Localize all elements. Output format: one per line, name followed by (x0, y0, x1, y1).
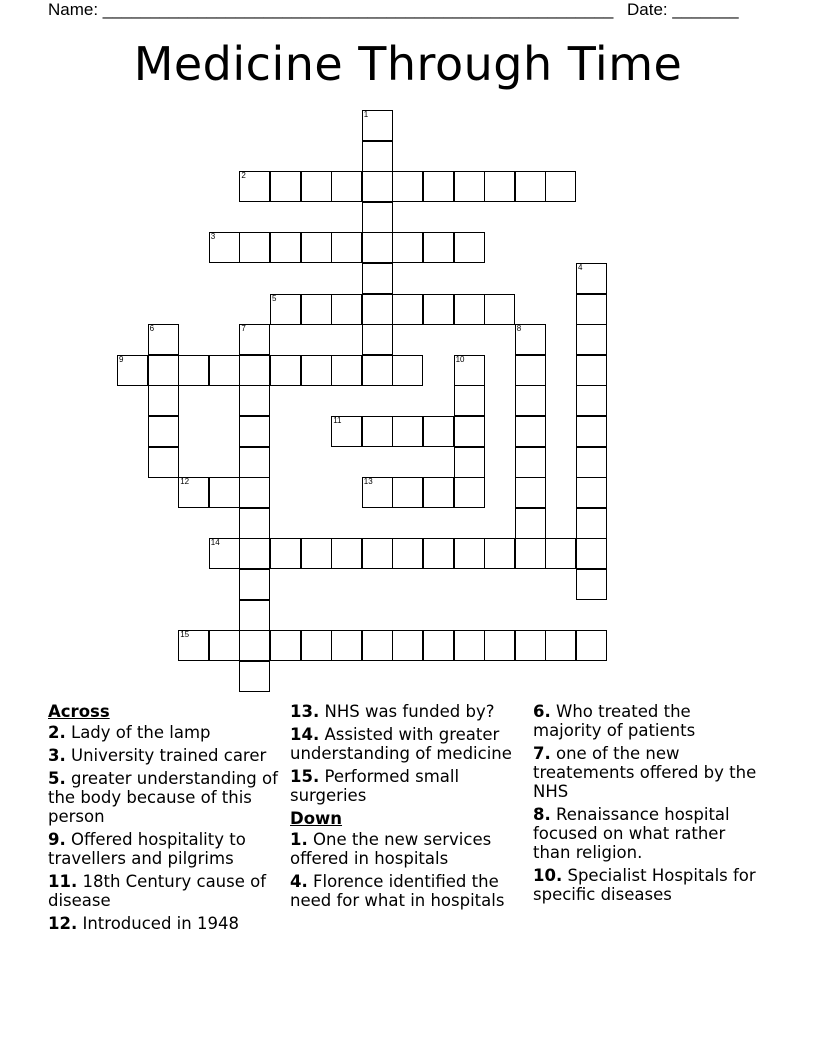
crossword-cell[interactable] (515, 324, 546, 355)
crossword-cell[interactable] (239, 416, 270, 447)
cell-number: 6 (149, 324, 155, 334)
crossword-cell[interactable] (454, 447, 485, 478)
crossword-cell[interactable] (148, 324, 179, 355)
crossword-cell[interactable] (178, 477, 209, 508)
crossword-cell[interactable] (331, 355, 362, 386)
crossword-cell[interactable] (331, 416, 362, 447)
crossword-cell[interactable] (515, 355, 546, 386)
clue-number: 9. (48, 830, 66, 849)
crossword-cell[interactable] (362, 355, 393, 386)
clue-text: University trained carer (71, 746, 267, 765)
crossword-cell[interactable] (239, 385, 270, 416)
clue-down-1 (290, 830, 530, 868)
clue-text: one of the new treatements offered by the NHS (533, 744, 757, 801)
crossword-cell[interactable] (362, 263, 393, 294)
crossword-cell[interactable] (423, 416, 454, 447)
cell-number: 14 (210, 538, 220, 548)
cell-number: 11 (333, 416, 342, 425)
crossword-cell[interactable] (392, 538, 423, 569)
crossword-cell[interactable] (576, 538, 607, 569)
crossword-cell[interactable] (454, 630, 485, 661)
crossword-cell[interactable] (362, 538, 393, 569)
crossword-cell[interactable] (331, 294, 362, 325)
clue-text: Offered hospitality to travellers and pilgrims (48, 830, 246, 868)
crossword-cell[interactable] (423, 538, 454, 569)
clue-across-14 (290, 725, 530, 763)
name-field-label: Name: ______________________________________________________ (48, 0, 614, 19)
crossword-cell[interactable] (576, 385, 607, 416)
crossword-cell[interactable] (454, 416, 485, 447)
crossword-cell[interactable] (362, 630, 393, 661)
clue-text: Renaissance hospital focused on what rather than religion. (533, 805, 730, 862)
crossword-cell[interactable] (362, 110, 393, 141)
crossword-cell[interactable] (209, 355, 240, 386)
crossword-cell[interactable] (454, 171, 485, 202)
crossword-cell[interactable] (270, 355, 301, 386)
crossword-cell[interactable] (454, 294, 485, 325)
clue-down-4 (290, 872, 530, 910)
clue-text: 18th Century cause of disease (48, 872, 267, 910)
cell-number: 4 (578, 263, 583, 272)
clue-number: 11. (48, 872, 78, 891)
clue-number: 4. (290, 872, 308, 891)
crossword-cell[interactable] (515, 447, 546, 478)
crossword-cell[interactable] (239, 569, 270, 600)
crossword-cell[interactable] (301, 538, 332, 569)
crossword-cell[interactable] (515, 171, 546, 202)
crossword-cell[interactable] (301, 630, 332, 661)
clue-across-5 (48, 769, 286, 826)
crossword-cell[interactable] (362, 232, 393, 263)
clue-down-7 (533, 744, 763, 801)
crossword-cell[interactable] (454, 385, 485, 416)
crossword-cell[interactable] (392, 171, 423, 202)
crossword-cell[interactable] (239, 232, 270, 263)
crossword-cell[interactable] (239, 171, 270, 202)
crossword-cell[interactable] (423, 171, 454, 202)
crossword-cell[interactable] (362, 141, 393, 172)
crossword-cell[interactable] (545, 171, 576, 202)
crossword-cell[interactable] (423, 232, 454, 263)
crossword-cell[interactable] (239, 508, 270, 539)
crossword-cell[interactable] (239, 355, 270, 386)
crossword-cell[interactable] (454, 538, 485, 569)
cell-number: 5 (272, 293, 277, 303)
clue-column-1 (48, 702, 286, 937)
crossword-cell[interactable] (362, 416, 393, 447)
crossword-cell[interactable] (576, 263, 607, 294)
crossword-cell[interactable] (301, 171, 332, 202)
clue-number: 7. (533, 744, 551, 763)
crossword-cell[interactable] (515, 630, 546, 661)
crossword-cell[interactable] (209, 477, 240, 508)
cell-number: 15 (180, 630, 190, 640)
clue-across-11 (48, 872, 286, 910)
cell-number: 12 (180, 477, 190, 487)
crossword-cell[interactable] (117, 355, 148, 386)
clue-text: greater understanding of the body because of this person (48, 769, 278, 826)
crossword-cell[interactable] (362, 294, 393, 325)
crossword-cell[interactable] (239, 600, 270, 631)
crossword-cell[interactable] (454, 477, 485, 508)
clue-text: Who treated the majority of patients (533, 702, 696, 740)
clue-number: 3. (48, 746, 66, 765)
crossword-cell[interactable] (362, 202, 393, 233)
cell-number: 10 (455, 354, 465, 364)
crossword-cell[interactable] (515, 416, 546, 447)
crossword-cell[interactable] (576, 447, 607, 478)
crossword-cell[interactable] (576, 569, 607, 600)
cell-number: 1 (363, 110, 369, 119)
clue-text: Specialist Hospitals for specific diseases (533, 866, 756, 904)
crossword-cell[interactable] (515, 538, 546, 569)
crossword-cell[interactable] (301, 232, 332, 263)
clue-down-8 (533, 805, 763, 862)
crossword-cell[interactable] (576, 294, 607, 325)
clue-column-3 (533, 702, 763, 908)
crossword-cell[interactable] (270, 171, 301, 202)
crossword-cell[interactable] (484, 294, 515, 325)
crossword-cell[interactable] (392, 355, 423, 386)
clue-text: One the new services offered in hospitals (290, 830, 492, 868)
crossword-cell[interactable] (362, 324, 393, 355)
crossword-cell[interactable] (209, 630, 240, 661)
crossword-cell[interactable] (209, 538, 240, 569)
clue-across-3 (48, 746, 286, 765)
page-title: Medicine Through Time (133, 37, 683, 91)
crossword-cell[interactable] (515, 508, 546, 539)
crossword-cell[interactable] (148, 416, 179, 447)
crossword-cell[interactable] (239, 661, 270, 692)
crossword-cell[interactable] (270, 294, 301, 325)
clue-number: 12. (48, 914, 78, 933)
crossword-cell[interactable] (515, 477, 546, 508)
crossword-cell[interactable] (392, 477, 423, 508)
crossword-cell[interactable] (331, 232, 362, 263)
date-field-label: Date: _______ (627, 0, 739, 19)
clue-number: 5. (48, 769, 66, 788)
clue-column-2 (290, 702, 530, 914)
clue-text: Lady of the lamp (71, 723, 211, 742)
crossword-cell[interactable] (484, 538, 515, 569)
crossword-cell[interactable] (576, 416, 607, 447)
crossword-cell[interactable] (515, 385, 546, 416)
crossword-cell[interactable] (576, 630, 607, 661)
crossword-cell[interactable] (331, 171, 362, 202)
clue-text: Florence identified the need for what in hospitals (290, 872, 505, 910)
clue-number: 15. (290, 767, 320, 786)
crossword-cell[interactable] (239, 477, 270, 508)
crossword-cell[interactable] (270, 232, 301, 263)
clue-across-15 (290, 767, 530, 805)
crossword-cell[interactable] (423, 294, 454, 325)
crossword-cell[interactable] (454, 355, 485, 386)
cell-number: 13 (363, 477, 373, 487)
crossword-cell[interactable] (148, 355, 179, 386)
clue-number: 13. (290, 702, 320, 721)
clue-text: Assisted with greater understanding of medicine (290, 725, 512, 763)
clue-number: 6. (533, 702, 551, 721)
crossword-cell[interactable] (331, 538, 362, 569)
crossword-cell[interactable] (545, 538, 576, 569)
crossword-cell[interactable] (423, 477, 454, 508)
crossword-cell[interactable] (392, 416, 423, 447)
cell-number: 2 (241, 171, 246, 181)
clue-number: 1. (290, 830, 308, 849)
crossword-cell[interactable] (576, 355, 607, 386)
across-heading: Across (48, 702, 110, 721)
crossword-cell[interactable] (239, 447, 270, 478)
clue-text: Introduced in 1948 (82, 914, 239, 933)
clue-across-13 (290, 702, 530, 721)
clue-across-12 (48, 914, 286, 933)
cell-number: 8 (516, 324, 522, 334)
crossword-cell[interactable] (545, 630, 576, 661)
down-heading: Down (290, 809, 343, 828)
crossword-cell[interactable] (301, 294, 332, 325)
clue-down-6 (533, 702, 763, 740)
crossword-cell[interactable] (178, 630, 209, 661)
crossword-cell[interactable] (239, 324, 270, 355)
clue-number: 8. (533, 805, 551, 824)
crossword-cell[interactable] (576, 324, 607, 355)
crossword-cell[interactable] (331, 630, 362, 661)
crossword-cell[interactable] (362, 171, 393, 202)
crossword-cell[interactable] (148, 447, 179, 478)
crossword-cell[interactable] (484, 630, 515, 661)
crossword-cell[interactable] (484, 171, 515, 202)
crossword-cell[interactable] (392, 294, 423, 325)
crossword-cell[interactable] (239, 630, 270, 661)
clue-across-9 (48, 830, 286, 868)
clue-number: 2. (48, 723, 66, 742)
clue-down-10 (533, 866, 763, 904)
cell-number: 3 (210, 232, 216, 242)
clue-number: 10. (533, 866, 563, 885)
crossword-cell[interactable] (270, 538, 301, 569)
clue-text: NHS was funded by? (324, 702, 495, 721)
clue-number: 14. (290, 725, 320, 744)
crossword-cell[interactable] (576, 477, 607, 508)
crossword-cell[interactable] (270, 630, 301, 661)
crossword-cell[interactable] (148, 385, 179, 416)
crossword-cell[interactable] (392, 630, 423, 661)
crossword-cell[interactable] (209, 232, 240, 263)
crossword-cell[interactable] (454, 232, 485, 263)
clue-text: Performed small surgeries (290, 767, 460, 805)
cell-number: 9 (119, 354, 124, 364)
crossword-cell[interactable] (362, 477, 393, 508)
crossword-cell[interactable] (392, 232, 423, 263)
crossword-cell[interactable] (576, 508, 607, 539)
crossword-cell[interactable] (178, 355, 209, 386)
crossword-cell[interactable] (301, 355, 332, 386)
cell-number: 7 (241, 324, 246, 334)
crossword-cell[interactable] (423, 630, 454, 661)
crossword-cell[interactable] (239, 538, 270, 569)
clue-across-2 (48, 723, 286, 742)
